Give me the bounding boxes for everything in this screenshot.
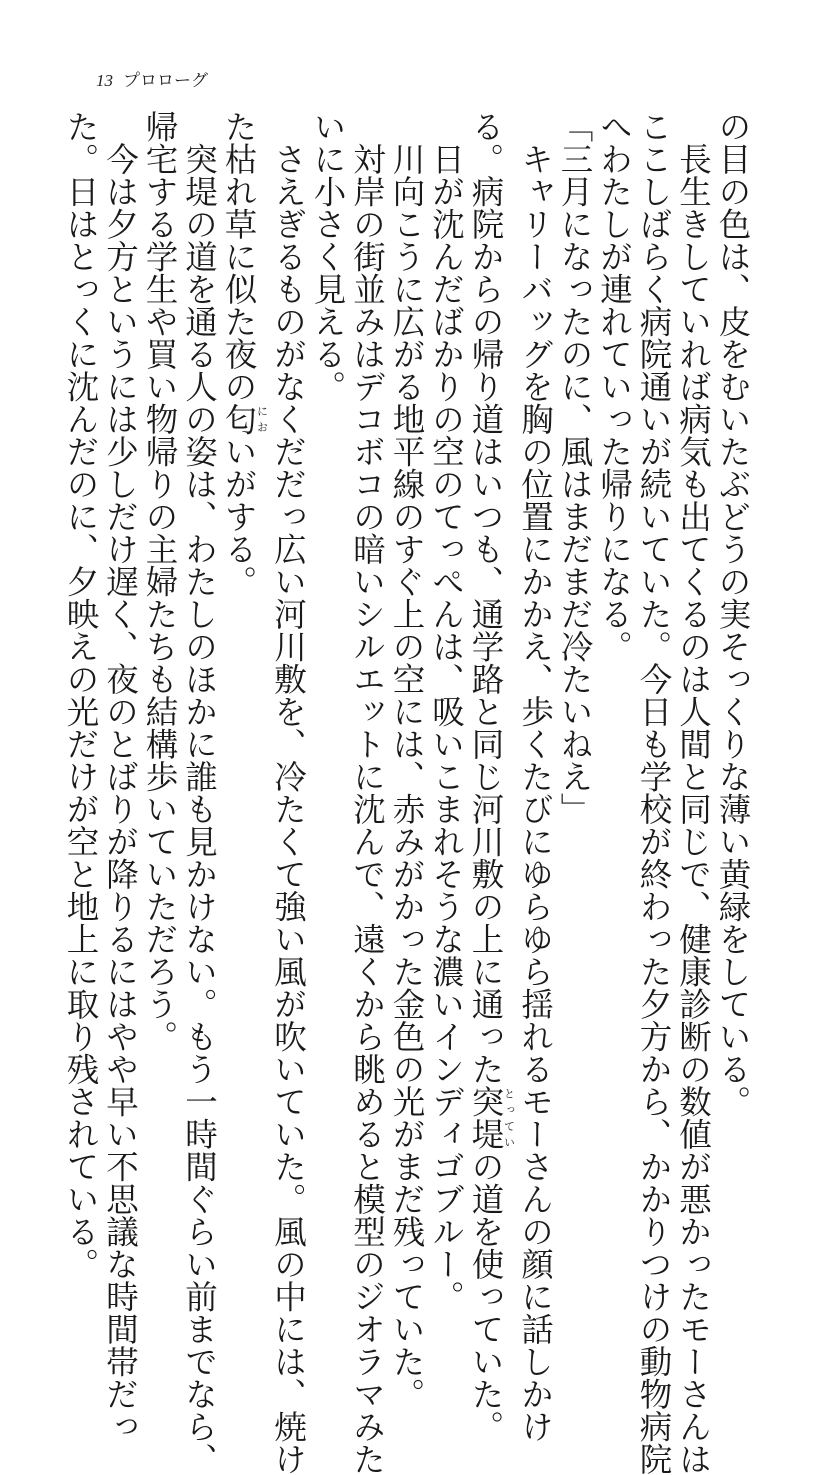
ruby-annotation [220, 402, 269, 436]
text-line: の目の色は、皮をむいたぶどうの実そっくりな薄い黄緑をしている。 [714, 110, 752, 1118]
text-line: 日が沈んだばかりの空のてっぺんは、吸いこまれそうな濃いインディゴブルー。 [427, 110, 466, 1313]
text-line: た。日はとっくに沈んだのに、夕映えの光だけが空と地上に取り残されている。 [62, 110, 100, 1280]
text-line: 突堤の道を通る人の姿は、わたしのほかに誰も見かけない。もう一時間ぐらい前までなら、 [180, 110, 219, 1475]
text-line: いに小さく見える。 [309, 110, 347, 403]
text-line: 帰宅する学生や買い物帰りの主婦たちも結構歩いていただろう。 [141, 110, 179, 1053]
text-line: さえぎるものがなくだだっ広い河川敷を、冷たくて強い風が吹いていた。風の中には、焼け [269, 110, 308, 1475]
ruby-base: 匂 [220, 402, 258, 435]
text-line: キャリーバッグを胸の位置にかかえ、歩くたびにゆらゆら揺れるモーさんの顔に話しかけ [516, 110, 555, 1443]
ruby-annotation [467, 1085, 516, 1150]
ruby-base: 突堤 [467, 1085, 505, 1150]
chapter-title: プロローグ [123, 71, 208, 90]
text-line: 長生きしていれば病気も出てくるのは人間と同じで、健康診断の数値が悪かったモーさんは [674, 110, 713, 1475]
text-line: 対岸の街並みはデコボコの暗いシルエットに沈んで、遠くから眺めると模型のジオラマみた [348, 110, 387, 1475]
body-text [61, 110, 753, 1475]
text-segment: いがする。 [220, 435, 258, 598]
text-segment: の道を使っていた。 [467, 1150, 505, 1443]
running-header [96, 66, 208, 91]
page-number: 13 [96, 71, 113, 90]
text-segment: る。病院からの帰り道はいつも、通学路と同じ河川敷の上に通った [467, 110, 505, 1085]
ruby-reading: にお [255, 402, 269, 435]
ruby-reading: とってい [502, 1085, 516, 1150]
text-line: 川向こうに広がる地平線のすぐ上の空には、赤みがかった金色の光がまだ残っていた。 [388, 110, 426, 1410]
text-line: ここしばらく病院通いが続いていた。今日も学校が終わった夕方から、かかりつけの動物病院 [635, 110, 673, 1475]
text-segment: た枯れ草に似た夜の [220, 110, 258, 403]
text-line: 「三月になったのに、風はまだまだ冷たいねえ」 [556, 110, 594, 825]
text-line: へわたしが連れていった帰りになる。 [595, 110, 634, 663]
text-line [219, 110, 269, 1110]
text-line [466, 110, 516, 1443]
text-line: 今は夕方というには少しだけ遅く、夜のとばりが降りるにはやや早い不思議な時間帯だっ [101, 110, 140, 1443]
